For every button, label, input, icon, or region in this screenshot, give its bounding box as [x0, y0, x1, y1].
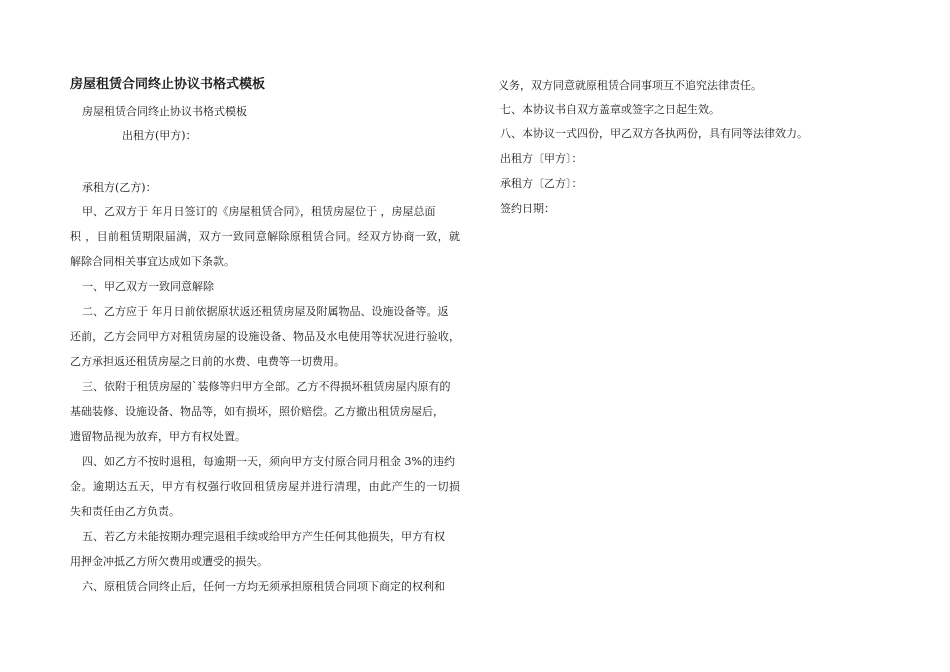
intro-line-1: 甲、乙双方于 年月日签订的《房屋租赁合同》，租赁房屋位于 ，房屋总面 [82, 205, 436, 218]
clause-2-line-3: 乙方承担返还租赁房屋之日前的水费、电费等一切费用。 [70, 355, 345, 368]
lessor-label: 出租方(甲方)： [122, 129, 197, 142]
intro-line-3: 解除合同相关事宜达成如下条款。 [70, 255, 235, 268]
clause-8: 八、本协议一式四份，甲乙双方各执两份，具有同等法律效力。 [500, 127, 808, 140]
clause-6-line-2: 义务，双方同意就原租赁合同事项互不追究法律责任。 [498, 79, 762, 92]
clause-5-line-1: 五、若乙方未能按期办理完退租手续或给甲方产生任何其他损失，甲方有权 [82, 530, 445, 543]
clause-1: 一、甲乙双方一致同意解除 [82, 280, 214, 293]
lessee-signature-label: 承租方〔乙方〕： [500, 177, 583, 190]
clause-6-line-1: 六、原租赁合同终止后，任何一方均无须承担原租赁合同项下商定的权利和 [82, 580, 445, 593]
subtitle-line: 房屋租赁合同终止协议书格式模板 [82, 105, 247, 118]
clause-3-line-2: 基础装修、设施设备、物品等，如有损坏，照价赔偿。乙方撤出租赁房屋后， [70, 405, 444, 418]
clause-4-line-1: 四、如乙方不按时退租，每逾期一天，须向甲方支付原合同月租金 3%的违约 [82, 455, 455, 468]
clause-4-line-2: 金。逾期达五天，甲方有权强行收回租赁房屋并进行清理，由此产生的一切损 [70, 480, 460, 493]
clause-7: 七、本协议书自双方盖章或签字之日起生效。 [500, 103, 720, 116]
lessor-signature-label: 出租方〔甲方〕： [500, 152, 583, 165]
clause-2-line-1: 二、乙方应于 年月日前依据原状返还租赁房屋及附属物品、设施设备等。返 [82, 305, 449, 318]
clause-3-line-1: 三、依附于租赁房屋的`装修等归甲方全部。乙方不得损坏租赁房屋内原有的 [82, 380, 451, 393]
intro-line-2: 积 ，目前租赁期限届满，双方一致同意解除原租赁合同。经双方协商一致，就 [70, 230, 460, 243]
signing-date-label: 签约日期： [500, 202, 555, 215]
document-title: 房屋租赁合同终止协议书格式模板 [70, 77, 266, 92]
lessee-label: 承租方(乙方)： [82, 181, 157, 194]
clause-4-line-3: 失和责任由乙方负责。 [70, 505, 180, 518]
clause-2-line-2: 还前，乙方会同甲方对租赁房屋的设施设备、物品及水电使用等状况进行验收， [70, 330, 460, 343]
clause-5-line-2: 用押金冲抵乙方所欠费用或遭受的损失。 [70, 555, 268, 568]
clause-3-line-3: 遗留物品视为放弃，甲方有权处置。 [70, 430, 246, 443]
